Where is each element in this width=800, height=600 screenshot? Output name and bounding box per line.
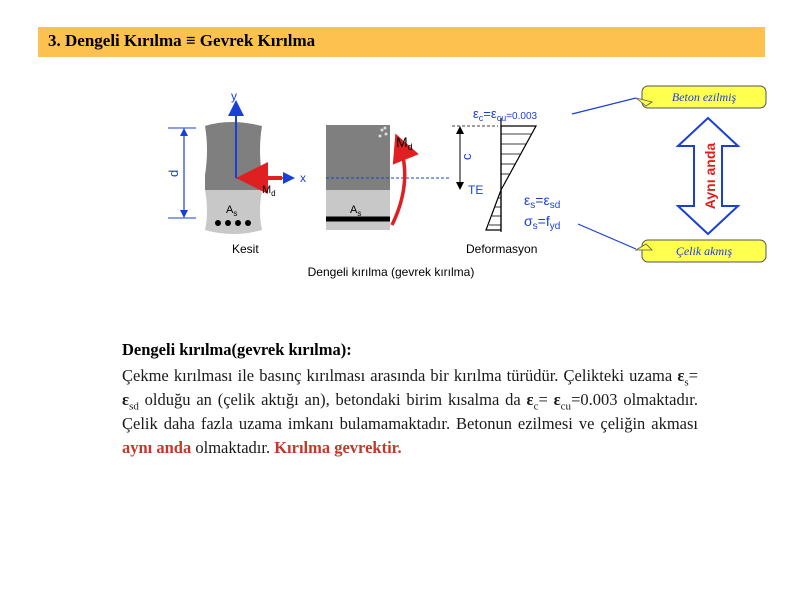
callout-beton (636, 86, 766, 108)
dimension-d-label: d (166, 169, 181, 177)
section-title: 3. Dengeli Kırılma ≡ Gevrek Kırılma (48, 31, 316, 50)
figure-caption: Dengeli kırılma (gevrek kırılma) (307, 265, 475, 279)
eps-c-label: $\varepsilon_c=\varepsilon_{cu}=0.003$ (473, 106, 538, 123)
leader-celik (578, 224, 636, 249)
steel-area-label-middle: $A_s$ (350, 204, 362, 218)
highlight-ayni-anda: aynı anda (122, 438, 192, 457)
beam-section-middle (326, 125, 450, 230)
steel-area-label-left: $A_s$ (226, 204, 238, 218)
leader-beton (572, 98, 636, 114)
body-paragraph: Çekme kırılması ile basınç kırılması arasında bir kırılma türüdür. Çelikteki uzama $\varepsilon_s= \varepsilon_{sd}$ olduğu an (çelik aktığı an), betondaki birim kısalma da $\varepsilon_c= \varepsilon_{cu}=0.003$ olmaktadır. Çelik daha fazla uzama imkanı bulamamaktadır. Betonun ezilmesi ve çeliğin akması aynı anda olmaktadır. Kırılma gevrektir. (122, 366, 699, 457)
x-axis-label: x (300, 171, 306, 185)
moment-arrow-right (392, 140, 405, 225)
highlight-kirilma-gevrek: Kırılma gevrektir. (274, 438, 402, 457)
callout-celik (636, 240, 766, 262)
label-kesit: Kesit (232, 242, 259, 256)
label-deformasyon: Deformasyon (466, 242, 538, 256)
dimension-c-label: c (459, 153, 474, 160)
ayni-anda-vertical: Aynı anda (702, 142, 718, 210)
moment-label-right: $M_d$ (396, 134, 413, 152)
y-axis-label: y (231, 89, 237, 103)
moment-label-left: $M_d$ (262, 184, 276, 198)
body-heading: Dengeli kırılma(gevrek kırılma): (122, 340, 352, 359)
callout-beton-text: Beton ezilmiş (671, 90, 737, 104)
neutral-axis-label: TE (468, 183, 484, 197)
sigma-s-label: $\sigma_s=f_{yd}$ (524, 213, 561, 232)
callout-celik-text: Çelik akmış (675, 244, 733, 258)
body-text-block (122, 338, 698, 460)
eps-s-label: $\varepsilon_s=\varepsilon_{sd}$ (524, 192, 561, 211)
